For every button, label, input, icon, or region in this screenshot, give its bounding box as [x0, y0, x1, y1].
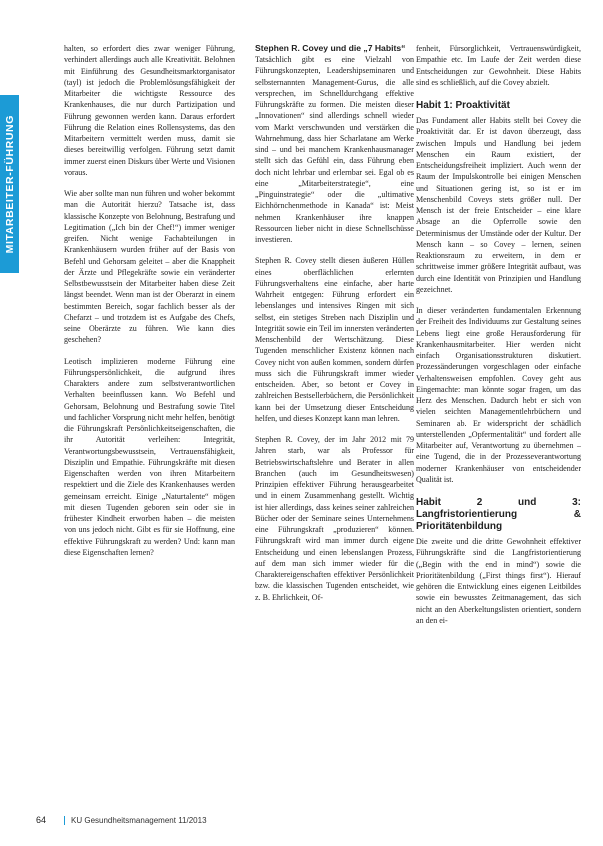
- column-2: [255, 43, 414, 833]
- section-tab-label: MITARBEITER-FÜHRUNG: [3, 114, 16, 254]
- page-number: 64: [36, 815, 47, 825]
- page-footer: [36, 815, 207, 825]
- paragraph: Tatsächlich gibt es eine Vielzahl von Führungskonzepten, Leadershipseminaren und selbsternannten Management-Gurus, die alle versprechen, im Schnelldurchgang effektive Führungskräfte zu formen. Die meisten dieser „Innovationen“ sind allerdings schnell wieder vom Markt verschwunden und verstärken die Wahrnehmung, dass hier Scharlatane am Werke sind – und bei manchem Krankenhausmanager stellt sich das Gefühl ein, dass Führung eben doch nicht lehrbar und erlernbar sei. Egal ob es eine „Mitarbeiterstrategie“, eine „Pinguinstrategie“ oder die „ultimative Eichhörnchenmethode in Kanada“ ist: Meist nehmen Krankenhäuser ihre knappen Ressourcen lieber nicht in diese Schnellschüsse investieren.: [255, 55, 414, 244]
- section-heading: Stephen R. Covey und die „7 Habits“: [255, 43, 406, 53]
- journal-name: KU Gesundheitsmanagement 11/2013: [71, 815, 207, 825]
- paragraph: In dieser veränderten fundamentalen Erkennung der Freiheit des Individuums zur Gestaltung seines Lebens liegt eine große Herausforderung für Krankenhausmitarbeiter. Hier werden nicht einfach Organisationsstrukturen diskutiert. Prozessänderungen vorgeschlagen oder einfache Verhaltensweisen empfohlen. Covey geht aus Eingemachte: man könnte sogar fragen, um das Herz des Menschen. Dadurch hebt er sich von vielen seichten Managementlehrbüchern und Seminaren ab. Er widerspricht der schädlich unterstellenden „Opfermentalität“ und fordert alle Mitarbeiter auf, Verantwortung zu übernehmen – eine Tugend, die in der Prozesseverantwortung moderner Krankenhäuser von entscheidender Qualität ist.: [416, 306, 581, 484]
- paragraph: Stephen R. Covey stellt diesen äußeren Hüllen eines oberflächlichen erlernten Führungsverhaltens eine einfache, aber harte Wahrheit entgegen: Führung erfordert ein lebenslanges und intensives Ringen mit sich selbst, ein stetiges Streben nach Disziplin und Integrität sowie ein Teil im innersten veränderten Menschenbild der Wertschätzung. Diese Tugenden menschlicher Existenz können nach Covey nicht von außen kommen, sondern dürfen muss sich die Führungskraft immer wieder entscheiden. Aber, so betont er Covey in zahlreichen Bestsellerbüchern, die Persönlichkeit kann bei der Umsetzung dieser Entscheidung helfen, und dieses Konzept kann man lehren.: [255, 256, 414, 423]
- section-heading: Habit 2 und 3: Langfristorientierung & Prioritätenbildung: [416, 497, 581, 532]
- footer-divider: [64, 816, 65, 825]
- column-1: [64, 43, 235, 833]
- paragraph: fenheit, Fürsorglichkeit, Vertrauenswürdigkeit, Empathie etc. Im Laufe der Zeit werden diese Entscheidungen zur Gewohnheit. Diese Habits sind es schließlich, auf die Covey abzielt.: [416, 44, 581, 87]
- paragraph: Das Fundament aller Habits stellt bei Covey die Proaktivität dar. Er ist davon überzeugt, dass zwischen Impuls und Handlung bei jedem Menschen ein Raum existiert, der Entscheidungsfreiheit impliziert. Auch wenn der Raum der Impulskontrolle bei einigen Menschen und Situationen gering ist, so ist er im Menschenbild Coveys stets größer null. Der Mensch ist der freie Entscheider – eine klare Absage an die Opferrolle sowie den Determinismus der Umstände oder der Kultur. Der Mensch kann – so Covey – lernen, seinen Reaktionsraum zu erweitern, in dem er schrittweise immer größere Integrität aufbaut, was durch eine Identität von Prinzipien und Handlung gezeichnet.: [416, 116, 581, 294]
- column-3: [416, 43, 581, 833]
- paragraph: Die zweite und die dritte Gewohnheit effektiver Führungskräfte sind die Langfristorientierung („Begin with the end in mind“) sowie die Prioritätenbildung („First things first“). Hierauf gehören die Entwicklung eines eigenen Leitbildes sowie ein bewusstes Zeitmanagement, das sich nicht an den Aberkeltungslisten orientiert, sondern an den ei-: [416, 537, 581, 625]
- paragraph: halten, so erfordert dies zwar weniger Führung, verhindert allerdings auch alle Kreativität. Belohnen mit Einführung des Gesundheitsmarktorganisator (tayl) ist jedoch die Problemlösungsfähigkeit der Mitarbeiter die wichtigste Ressource des Krankenhauses, die nur durch Partizipation und Führung gewonnen werden kann. Daraus erfordert Führung die Relation eines Rollensystems, das den Mitarbeitern vermittelt werden muss, damit sie dieses bereitwillig verfolgen. Führung setzt damit immer zuerst einen Diskurs über Werte und Visionen voraus.: [64, 44, 235, 177]
- paragraph: Stephen R. Covey, der im Jahr 2012 mit 79 Jahren starb, war als Professor für Betriebswirtschaftslehre und Berater in allen Branchen (auch im Gesundheitswesen) Prinzipien effektiver Führung herausgearbeitet und in einem Zusammenhang gestellt. Wichtig ist hier allerdings, dass keines seiner zahlreichen Bücher oder der Seminare seines Unternehmens eine Führungskraft „produzieren“ können. Führungskraft wird man immer durch eigene Entscheidung und einen lebenslangen Prozess, auf dem man sich immer wieder für die Charaktereigenschaften effektiver Persönlichkeit bzw. die klassischen Tugenden entscheidet, wie z. B. Ehrlichkeit, Of-: [255, 435, 414, 602]
- paragraph: Wie aber sollte man nun führen und woher bekommt man die Autorität hierzu? Tatsache ist, dass klassische Konzepte von Belohnung, Bestrafung und Legitimation („Ich bin der Chef!“) immer weniger greifen. Nicht wenige Fachabteilungen in Krankenhäusern wurden früher auf der Basis von Befehl und Gehorsam geleitet – aber die Knappheit der Ärzte und Pflegekräfte sowie ein veränderter Selbstbewusstsein der Mitarbeiter haben diese Zeit längst beendet. Wenn man ist der Oberarzt in einem bestimmten Bereich, sogar fachlich besser als der Chefarzt – und trotzdem ist es Aufgabe des Chefs, seine Oberärzte zu führen. Wie kann dies geschehen?: [64, 189, 235, 345]
- paragraph: Leotisch implizieren moderne Führung eine Führungspersönlichkeit, die aufgrund ihres Charakters andere zum selbstverantwortlichen Verhalten beeinflussen kann. Wo Befehl und Gehorsam, Belohnung und Bestrafung sowie Titel und fachlicher Vorsprung nicht mehr helfen, benötigt die Führungskraft Persönlichkeitseigenschaften, die ihr Autorität verleihen: Integrität, Verantwortungsbewusstsein, Vertrauensfähigkeit, Disziplin und Empathie. Führungskräfte mit diesen Eigenschaften werden von ihren Mitarbeitern respektiert und die Ziele des Krankenhauses werden gemeinsam erreicht. Einige „Naturtalente“ mögen mit diesen Tugenden geboren sein oder sie in frühester Kindheit erworben haben – die meisten von uns jedoch nicht. Gibt es für sie Hoffnung, eine effektive Führungskraft zu werden? Und: kann man diese Eigenschaften lernen?: [64, 356, 235, 557]
- section-tab: [0, 95, 19, 273]
- section-heading: Habit 1: Proaktivität: [416, 100, 510, 111]
